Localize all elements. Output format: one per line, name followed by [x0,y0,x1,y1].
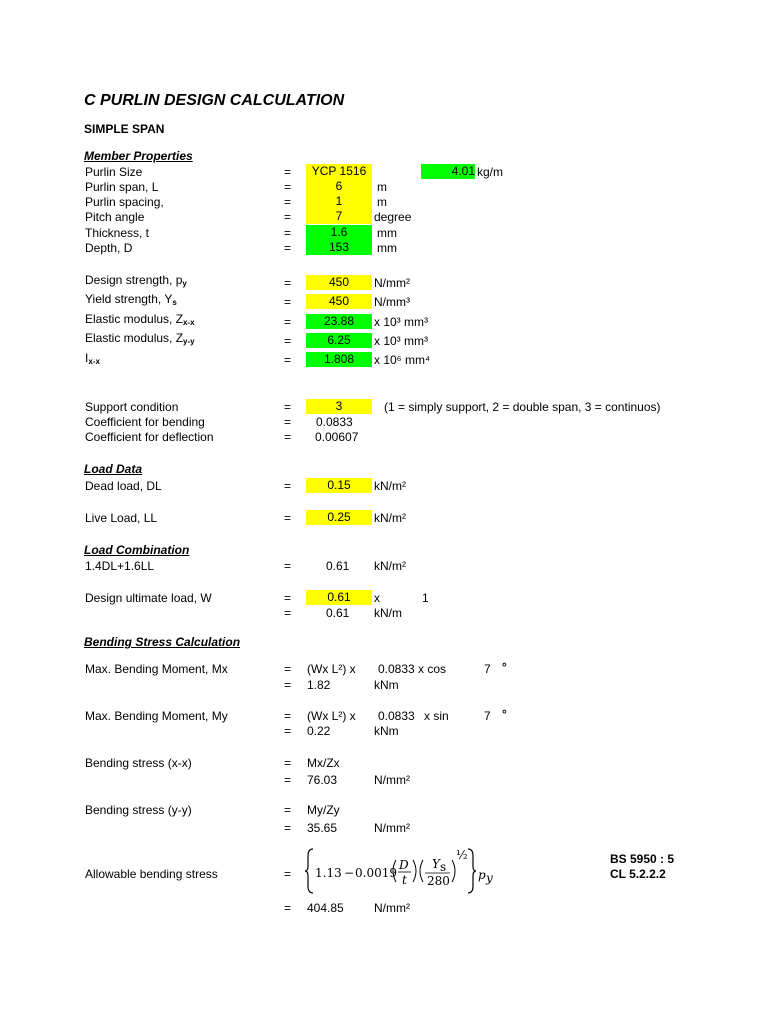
coef-deflection-label: Coefficient for deflection [85,430,214,444]
zxx-label: Elastic modulus, $Z_{x-x}$ [85,312,195,327]
mx-unit: kNm [374,678,399,692]
design-load-multiplier: 1 [422,591,429,605]
mx-angle: 7 [484,662,491,676]
dead-load-unit: kN/m² [374,479,406,493]
span-label: Purlin span, L [85,180,159,194]
equals-sign: = [284,709,292,723]
dead-load-cell[interactable]: 0.15 [306,478,372,493]
support-label: Support condition [85,400,179,414]
depth-label: Depth, D [85,241,133,255]
depth-unit: mm [377,241,397,255]
pitch-unit: degree [374,210,412,224]
mx-fn: x cos [418,662,447,676]
equals-sign: = [284,606,292,620]
yield-strength-label: Yield strength, $Y_s$ [85,292,177,307]
yield-strength-cell[interactable]: 450 [306,294,372,309]
fx-label: Bending stress (x-x) [85,756,192,770]
page-subtitle: SIMPLE SPAN [84,122,165,136]
equals-sign: = [284,353,292,367]
purlin-weight-value: 4.01 [451,164,475,178]
ixx-unit: x 10⁶ mm⁴ [374,353,431,367]
purlin-size-label: Purlin Size [85,165,143,179]
equals-sign: = [284,315,292,329]
support-note: (1 = simply support, 2 = double span, 3 = continuos) [384,400,661,414]
fy-formula: My/Zy [307,803,340,817]
equals-sign: = [284,803,292,817]
fy-unit: N/mm² [374,821,410,835]
ixx-label: $I_{x-x}$ [85,351,100,366]
combo-label: 1.4DL+1.6LL [85,559,155,573]
mx-label: Max. Bending Moment, Mx [85,662,228,676]
thickness-label: Thickness, t [85,226,150,240]
design-load-label: Design ultimate load, W [85,591,212,605]
equals-sign: = [284,678,292,692]
coef-deflection-value: 0.00607 [315,430,359,444]
thickness-unit: mm [377,226,397,240]
design-load-x: x [374,591,380,605]
formula-p: p [478,868,486,882]
my-value: 0.22 [307,724,331,738]
fx-value: 76.03 [307,773,338,787]
support-cell[interactable]: 3 [306,399,372,414]
live-load-label: Live Load, LL [85,511,158,525]
yield-strength-unit: N/mm³ [374,295,410,309]
pitch-label: Pitch angle [85,210,145,224]
formula-1.13: 1.13 [315,866,342,880]
equals-sign: = [284,773,292,787]
allowable-unit: N/mm² [374,901,410,915]
live-load-unit: kN/m² [374,511,406,525]
allowable-value: 404.85 [307,901,344,915]
fy-label: Bending stress (y-y) [85,803,192,817]
formula-t: t [402,873,407,887]
equals-sign: = [284,591,292,605]
degree-symbol: ° [502,660,507,674]
equals-sign: = [284,511,292,525]
design-strength-unit: N/mm² [374,276,410,290]
live-load-cell[interactable]: 0.25 [306,510,372,525]
equals-sign: = [284,821,292,835]
section-bending-stress: Bending Stress Calculation [84,635,241,649]
combo-value: 0.61 [326,559,350,573]
equals-sign: = [284,867,292,881]
fx-formula: Mx/Zx [307,756,340,770]
zyy-label: Elastic modulus, $Z_{y-y}$ [85,331,195,346]
design-strength-label: Design strength, $p_y$ [85,273,187,288]
my-coef: 0.0833 [378,709,415,723]
my-angle: 7 [484,709,491,723]
mx-formula: (Wx L²) x [307,662,356,676]
zxx-cell[interactable]: 23.88 [306,314,372,329]
dead-load-label: Dead load, DL [85,479,162,493]
section-load-combination: Load Combination [84,543,190,557]
coef-bending-label: Coefficient for bending [85,415,205,429]
fy-value: 35.65 [307,821,338,835]
my-fn: x sin [424,709,449,723]
allowable-label: Allowable bending stress [85,867,218,881]
page-title: C PURLIN DESIGN CALCULATION [84,92,345,109]
fx-unit: N/mm² [374,773,410,787]
equals-sign: = [284,226,292,240]
formula-Y: Y [432,857,440,871]
section-load-data: Load Data [84,462,143,476]
span-unit: m [377,180,387,194]
equals-sign: = [284,210,292,224]
spacing-label: Purlin spacing, [85,195,164,209]
spacing-cell[interactable]: 1 [306,194,372,209]
ixx-cell[interactable]: 1.808 [306,352,372,367]
reference-clause: CL 5.2.2.2 [610,867,666,881]
equals-sign: = [284,901,292,915]
design-load-cell[interactable]: 0.61 [306,590,372,605]
my-label: Max. Bending Moment, My [85,709,228,723]
equals-sign: = [284,756,292,770]
design-strength-cell[interactable]: 450 [306,275,372,290]
equals-sign: = [284,479,292,493]
formula-minus: − [344,866,355,880]
pitch-cell[interactable]: 7 [306,209,372,224]
degree-symbol: ° [502,707,507,721]
equals-sign: = [284,559,292,573]
zyy-cell[interactable]: 6.25 [306,333,372,348]
zyy-unit: x 10³ mm³ [374,334,428,348]
equals-sign: = [284,400,292,414]
formula-s: s [440,860,447,874]
depth-cell[interactable]: 153 [306,240,372,255]
equals-sign: = [284,415,292,429]
mx-coef: 0.0833 [378,662,415,676]
equals-sign: = [284,241,292,255]
equals-sign: = [284,430,292,444]
formula-280: 280 [427,874,450,888]
equals-sign: = [284,180,292,194]
combo-unit: kN/m² [374,559,406,573]
zxx-unit: x 10³ mm³ [374,315,428,329]
formula-y: y [486,871,493,885]
purlin-weight-cell[interactable] [421,164,475,179]
purlin-weight-unit: kg/m [477,165,504,179]
coef-bending-value: 0.0833 [316,415,353,429]
design-load-result-unit: kN/m [374,606,402,620]
equals-sign: = [284,295,292,309]
thickness-cell[interactable]: 1.6 [306,225,372,240]
purlin-size-cell[interactable]: YCP 1516 [306,164,372,179]
equals-sign: = [284,724,292,738]
equals-sign: = [284,334,292,348]
formula-0.0019: 0.0019 [355,866,397,880]
equals-sign: = [284,165,292,179]
formula-D: D [399,858,409,872]
reference-code: BS 5950 : 5 [610,852,675,866]
design-load-result: 0.61 [326,606,350,620]
equals-sign: = [284,276,292,290]
allowable-stress-formula [304,846,504,896]
formula-half: ½ [456,848,468,862]
spacing-unit: m [377,195,387,209]
equals-sign: = [284,195,292,209]
equals-sign: = [284,662,292,676]
span-cell[interactable]: 6 [306,179,372,194]
my-formula: (Wx L²) x [307,709,356,723]
section-member-properties: Member Properties [84,149,193,163]
my-unit: kNm [374,724,399,738]
mx-value: 1.82 [307,678,331,692]
